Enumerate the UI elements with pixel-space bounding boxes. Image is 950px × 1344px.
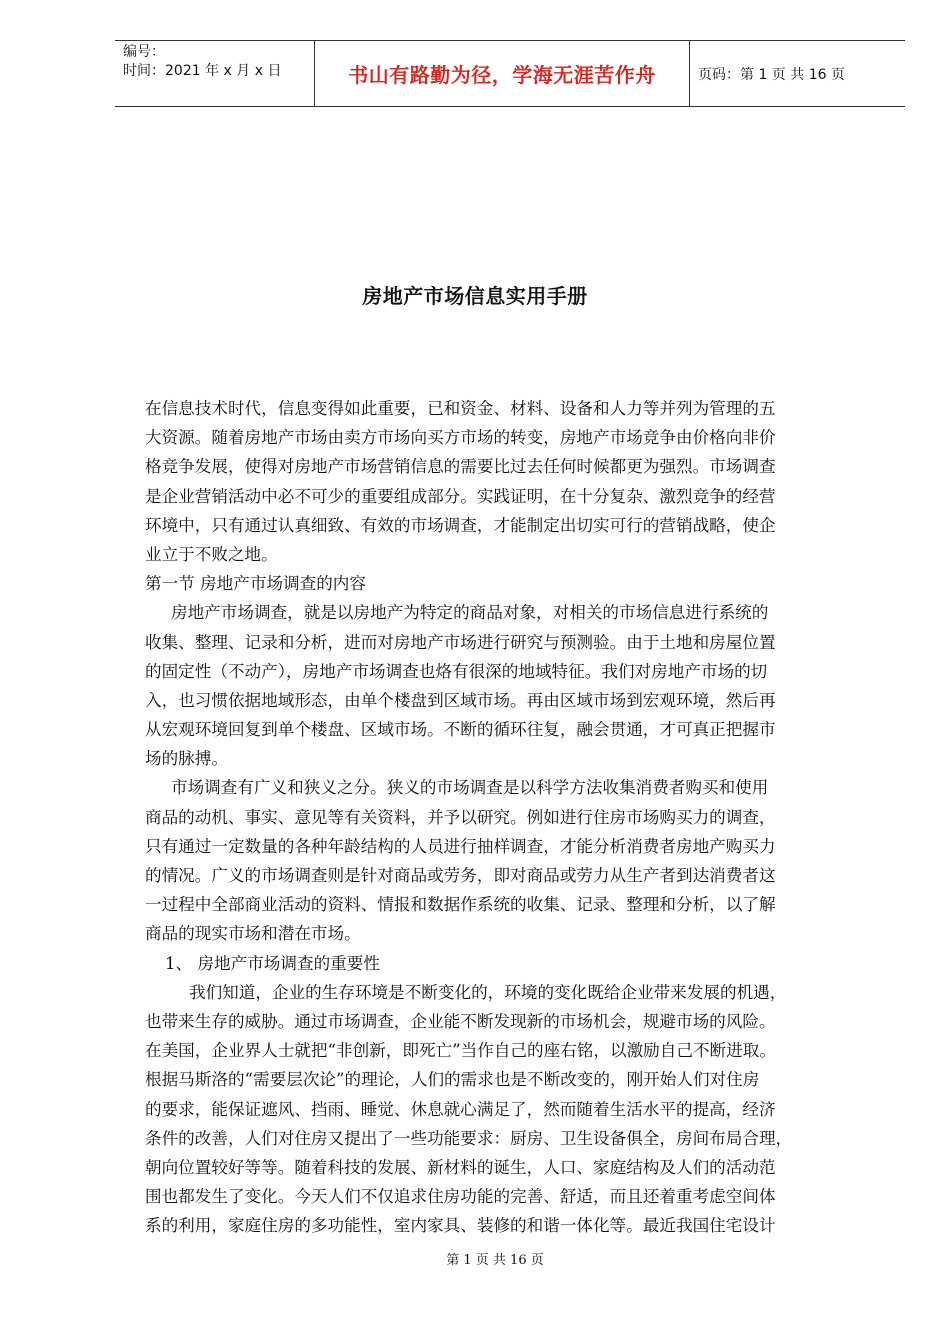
text-line: 商品的动机、事实、意见等有关资料，并予以研究。例如进行住房市场购买力的调查， [145, 807, 776, 827]
text-line: 是企业营销活动中必不可少的重要组成部分。实践证明，在十分复杂、激烈竞争的经营 [145, 486, 776, 506]
text-line: 的要求，能保证遮风、挡雨、睡觉、休息就心满足了，然而随着生活水平的提高，经济 [145, 1099, 776, 1119]
text-line: 市场调查有广义和狭义之分。狭义的市场调查是以科学方法收集消费者购买和使用 [171, 778, 769, 798]
text-line: 我们知道，企业的生存环境是不断变化的，环境的变化既给企业带来发展的机遇， [189, 982, 787, 1002]
text-line: 也带来生存的威胁。通过市场调查，企业能不断发现新的市场机会，规避市场的风险。 [145, 1011, 776, 1031]
text-line: 收集、整理、记录和分析，进而对房地产市场进行研究与预测验。由于土地和房屋位置 [145, 632, 776, 652]
page-header [115, 40, 905, 107]
paragraph-importance [145, 978, 885, 1241]
text-line: 场的脉搏。 [145, 749, 228, 769]
document-title: 房地产市场信息实用手册 [362, 284, 588, 308]
text-line: 入，也习惯依据地域形态，由单个楼盘到区域市场。再由区域市场到宏观环境，然后再 [145, 690, 776, 710]
text-line: 朝向位置较好等等。随着科技的发展、新材料的诞生，人口、家庭结构及人们的活动范 [145, 1157, 776, 1177]
text-line: 的情况。广义的市场调查则是针对商品或劳务，即对商品或劳力从生产者到达消费者这 [145, 866, 776, 885]
text-line: 根据马斯洛的“需要层次论”的理论，人们的需求也是不断改变的，刚开始人们对住房 [145, 1070, 760, 1090]
section-heading: 第一节 房地产市场调查的内容 [145, 574, 366, 594]
text-line: 大资源。随着房地产市场由卖方市场向买方市场的转变，房地产市场竞争由价格向非价 [145, 428, 776, 448]
text-line: 条件的改善，人们对住房又提出了一些功能要求：厨房、卫生设备俱全，房间布局合理， [145, 1128, 793, 1148]
text-line: 一过程中全部商业活动的资料、情报和数据作系统的收集、记录、整理和分析，以了解 [145, 895, 776, 915]
text-line: 从宏观环境回复到单个楼盘、区域市场。不断的循环往复，融会贯通，才可真正把握市 [145, 720, 776, 740]
paragraph-intro [145, 394, 885, 569]
paragraph-broad-narrow [145, 773, 885, 948]
header-page-info: 页码：第 1 页 共 16 页 [698, 66, 845, 83]
time-label: 时间：2021 年 x 月 x 日 [123, 63, 282, 79]
text-line: 格竞争发展，使得对房地产市场营销信息的需要比过去任何时候都更为强烈。市场调查 [145, 457, 776, 477]
text-line: 房地产市场调查，就是以房地产为特定的商品对象，对相关的市场信息进行系统的 [171, 603, 769, 623]
text-line: 只有通过一定数量的各种年龄结构的人员进行抽样调查，才能分析消费者房地产购买力 [145, 836, 776, 856]
header-meta [115, 41, 315, 106]
subsection-heading: 1、 房地产市场调查的重要性 [165, 953, 380, 973]
text-line: 在美国，企业界人士就把“非创新，即死亡”当作自己的座右铭，以激励自己不断进取。 [145, 1041, 776, 1061]
number-label: 编号： [123, 44, 165, 60]
header-motto: 书山有路勤为径，学海无涯苦作舟 [315, 41, 690, 106]
text-line: 的固定性（不动产），房地产市场调查也烙有很深的地域特征。我们对房地产市场的切 [145, 661, 768, 681]
text-line: 环境中，只有通过认真细致、有效的市场调查，才能制定出切实可行的营销战略，使企 [145, 515, 776, 535]
text-line: 业立于不败之地。 [145, 544, 278, 564]
text-line: 商品的现实市场和潜在市场。 [145, 924, 361, 944]
document-body [145, 394, 885, 1240]
text-line: 系的利用，家庭住房的多功能性，室内家具、装修的和谐一体化等。最近我国住宅设计 [145, 1216, 776, 1236]
page-footer: 第 1 页 共 16 页 [446, 1253, 544, 1268]
text-line: 在信息技术时代，信息变得如此重要，已和资金、材料、设备和人力等并列为管理的五 [145, 399, 776, 418]
paragraph-definition [145, 598, 885, 773]
text-line: 围也都发生了变化。今天人们不仅追求住房功能的完善、舒适，而且还着重考虑空间体 [145, 1187, 776, 1207]
